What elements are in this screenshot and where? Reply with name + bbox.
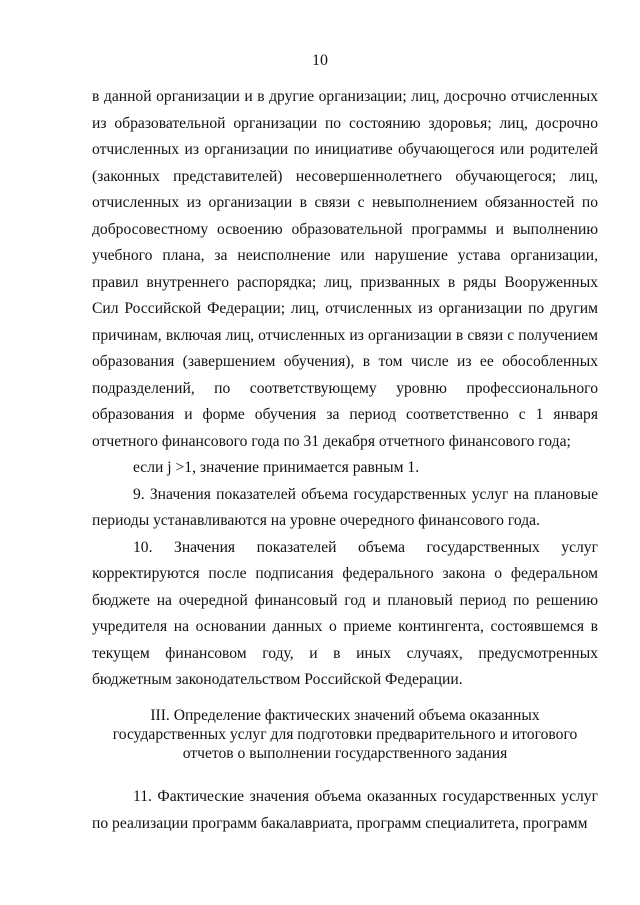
paragraph-item-9: 9. Значения показателей объема государственных услуг на плановые периоды устанавливаются на уровне очередного финансового года.	[92, 485, 598, 529]
paragraph-continuation: в данной организации и в другие организации; лиц, досрочно отчисленных из образовательной организации по состоянию здоровья; лиц, досрочно отчисленных из организации по инициативе обучающегося или родителей (законных представителей) несовершеннолетнего обучающегося; лиц, отчисленных из организации в связи с невыполнением обязанностей по добросовестному освоению образовательной программы и выполнению учебного плана, за неисполнение или нарушение устава организации, правил внутреннего распорядка; лиц, призванных в ряды Вооруженных Сил Российской Федерации; лиц, отчисленных из организации по другим причинам, включая лиц, отчисленных из организации в связи с получением образования (завершением обучения), в том числе из ее обособленных подразделений, по соответствующему уровню профессионального образования и форме обучения за период соответственно с 1 января отчетного финансового года по 31 декабря отчетного финансового года;	[92, 88, 598, 450]
section-heading: III. Определение фактических значений объема оказанных государственных услуг для подготовки предварительного и итогового отчетов о выполнении государственного задания	[112, 707, 578, 762]
page-number: 10	[312, 52, 328, 69]
paragraph-item-10: 10. Значения показателей объема государственных услуг корректируются после подписания федерального закона о федеральном бюджете на очередной финансовый год и плановый период по решению учредителя на основании данных о приеме контингента, состоявшемся в текущем финансовом году, и в иных случаях, предусмотренных бюджетным законодательством Российской Федерации.	[92, 538, 598, 688]
paragraph-condition: если j >1, значение принимается равным 1.	[133, 459, 420, 476]
paragraph-item-11: 11. Фактические значения объема оказанных государственных услуг по реализации программ бакалавриата, программ специалитета, программ	[92, 788, 598, 832]
main-text-block	[92, 84, 598, 694]
lower-text-block	[92, 784, 598, 837]
